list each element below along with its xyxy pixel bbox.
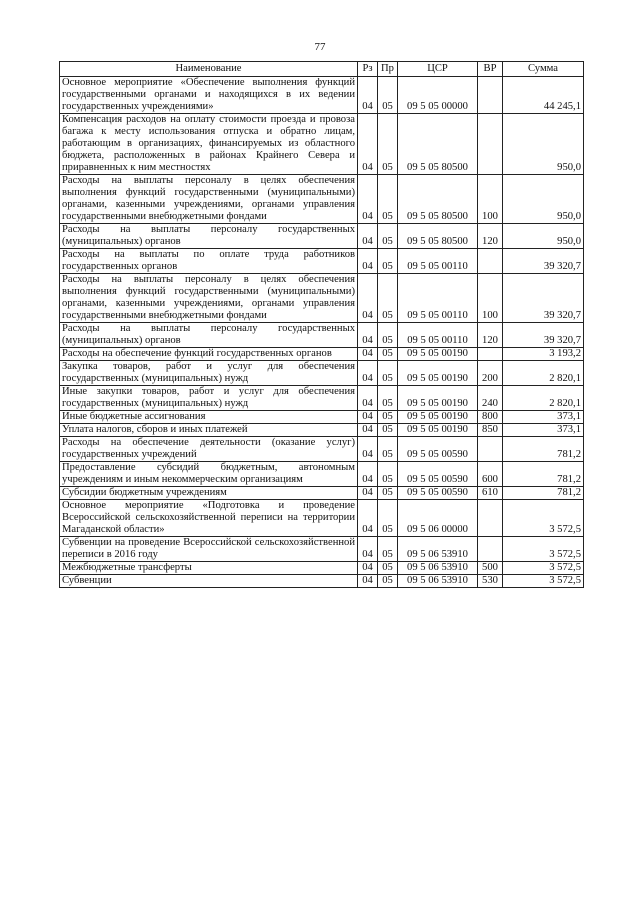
- cell-rz: 04: [358, 274, 378, 323]
- cell-sum: 373,1: [503, 424, 584, 437]
- cell-vr: 100: [478, 274, 503, 323]
- table-row: [60, 487, 584, 500]
- cell-csr: 09 5 05 80500: [398, 175, 478, 224]
- cell-vr: [478, 348, 503, 361]
- table-row: [60, 462, 584, 487]
- cell-name: Иные закупки товаров, работ и услуг для обеспечения государственных (муниципальных) нужд: [60, 386, 358, 411]
- cell-csr: 09 5 05 80500: [398, 114, 478, 175]
- cell-csr: 09 5 05 00190: [398, 411, 478, 424]
- cell-sum: 950,0: [503, 175, 584, 224]
- cell-rz: 04: [358, 424, 378, 437]
- cell-vr: 120: [478, 323, 503, 348]
- cell-vr: 600: [478, 462, 503, 487]
- table-row: [60, 249, 584, 274]
- cell-rz: 04: [358, 77, 378, 114]
- header-pr: Пр: [378, 62, 398, 77]
- cell-csr: 09 5 05 00590: [398, 437, 478, 462]
- cell-vr: [478, 249, 503, 274]
- cell-rz: 04: [358, 462, 378, 487]
- cell-sum: 2 820,1: [503, 386, 584, 411]
- cell-rz: 04: [358, 537, 378, 562]
- cell-name: Иные бюджетные ассигнования: [60, 411, 358, 424]
- cell-vr: 120: [478, 224, 503, 249]
- cell-name: Расходы на выплаты по оплате труда работников государственных органов: [60, 249, 358, 274]
- cell-csr: 09 5 06 00000: [398, 500, 478, 537]
- table-row: [60, 323, 584, 348]
- cell-sum: 3 572,5: [503, 562, 584, 575]
- cell-pr: 05: [378, 361, 398, 386]
- table-row: [60, 386, 584, 411]
- cell-csr: 09 5 05 80500: [398, 224, 478, 249]
- cell-rz: 04: [358, 437, 378, 462]
- cell-sum: 781,2: [503, 437, 584, 462]
- header-vr: ВР: [478, 62, 503, 77]
- cell-sum: 39 320,7: [503, 249, 584, 274]
- cell-csr: 09 5 06 53910: [398, 537, 478, 562]
- cell-name: Субсидии бюджетным учреждениям: [60, 487, 358, 500]
- cell-pr: 05: [378, 411, 398, 424]
- table-row: [60, 114, 584, 175]
- cell-rz: 04: [358, 224, 378, 249]
- cell-pr: 05: [378, 437, 398, 462]
- cell-vr: [478, 537, 503, 562]
- cell-pr: 05: [378, 487, 398, 500]
- cell-vr: 500: [478, 562, 503, 575]
- cell-sum: 3 572,5: [503, 500, 584, 537]
- cell-name: Компенсация расходов на оплату стоимости проезда и провоза багажа к месту использования отпуска и обратно лицам, работающим в организациях, финансируемых из областного бюджета, расположенных в районах Крайнего Севера и приравненных к ним местностях: [60, 114, 358, 175]
- cell-csr: 09 5 05 00190: [398, 361, 478, 386]
- cell-rz: 04: [358, 249, 378, 274]
- cell-pr: 05: [378, 575, 398, 588]
- cell-rz: 04: [358, 175, 378, 224]
- cell-csr: 09 5 05 00590: [398, 487, 478, 500]
- cell-name: Расходы на выплаты персоналу в целях обеспечения выполнения функций государственными (муниципальными) органами, казенными учреждениями, органами управления государственными внебюджетными фондами: [60, 274, 358, 323]
- cell-name: Основное мероприятие «Обеспечение выполнения функций государственными органами и находящихся в их ведении государственных учреждениями»: [60, 77, 358, 114]
- cell-csr: 09 5 05 00000: [398, 77, 478, 114]
- table-row: [60, 575, 584, 588]
- cell-pr: 05: [378, 424, 398, 437]
- cell-pr: 05: [378, 500, 398, 537]
- cell-vr: [478, 500, 503, 537]
- header-csr: ЦСР: [398, 62, 478, 77]
- cell-csr: 09 5 05 00110: [398, 323, 478, 348]
- cell-sum: 781,2: [503, 487, 584, 500]
- cell-name: Субвенции: [60, 575, 358, 588]
- cell-csr: 09 5 05 00590: [398, 462, 478, 487]
- cell-name: Закупка товаров, работ и услуг для обеспечения государственных (муниципальных) нужд: [60, 361, 358, 386]
- cell-rz: 04: [358, 348, 378, 361]
- table-row: [60, 537, 584, 562]
- page-number: 77: [314, 41, 326, 53]
- cell-sum: 39 320,7: [503, 323, 584, 348]
- cell-csr: 09 5 06 53910: [398, 562, 478, 575]
- cell-vr: 800: [478, 411, 503, 424]
- cell-name: Расходы на выплаты персоналу государственных (муниципальных) органов: [60, 323, 358, 348]
- cell-vr: 530: [478, 575, 503, 588]
- cell-pr: 05: [378, 462, 398, 487]
- header-name: Наименование: [60, 62, 358, 77]
- cell-sum: 3 572,5: [503, 537, 584, 562]
- cell-csr: 09 5 05 00190: [398, 386, 478, 411]
- cell-sum: 373,1: [503, 411, 584, 424]
- cell-name: Межбюджетные трансферты: [60, 562, 358, 575]
- table-row: [60, 424, 584, 437]
- cell-sum: 3 572,5: [503, 575, 584, 588]
- header-sum: Сумма: [503, 62, 584, 77]
- cell-sum: 2 820,1: [503, 361, 584, 386]
- cell-rz: 04: [358, 500, 378, 537]
- header-rz: Рз: [358, 62, 378, 77]
- cell-pr: 05: [378, 77, 398, 114]
- cell-pr: 05: [378, 249, 398, 274]
- table-header-row: [60, 62, 584, 77]
- cell-sum: 950,0: [503, 224, 584, 249]
- cell-name: Расходы на обеспечение деятельности (оказание услуг) государственных учреждений: [60, 437, 358, 462]
- table-row: [60, 348, 584, 361]
- cell-csr: 09 5 05 00110: [398, 249, 478, 274]
- cell-name: Уплата налогов, сборов и иных платежей: [60, 424, 358, 437]
- cell-pr: 05: [378, 224, 398, 249]
- table-row: [60, 361, 584, 386]
- cell-vr: 610: [478, 487, 503, 500]
- budget-table: [59, 61, 584, 588]
- table-row: [60, 500, 584, 537]
- cell-name: Расходы на выплаты персоналу государственных (муниципальных) органов: [60, 224, 358, 249]
- cell-csr: 09 5 05 00190: [398, 348, 478, 361]
- table-row: [60, 224, 584, 249]
- table-row: [60, 411, 584, 424]
- cell-csr: 09 5 05 00190: [398, 424, 478, 437]
- cell-sum: 39 320,7: [503, 274, 584, 323]
- cell-rz: 04: [358, 386, 378, 411]
- cell-rz: 04: [358, 562, 378, 575]
- cell-csr: 09 5 06 53910: [398, 575, 478, 588]
- cell-name: Основное мероприятие «Подготовка и проведение Всероссийской сельскохозяйственной переписи на территории Магаданской области»: [60, 500, 358, 537]
- cell-sum: 950,0: [503, 114, 584, 175]
- table-body: [60, 77, 584, 588]
- cell-rz: 04: [358, 487, 378, 500]
- cell-rz: 04: [358, 361, 378, 386]
- cell-vr: 200: [478, 361, 503, 386]
- cell-sum: 44 245,1: [503, 77, 584, 114]
- table-row: [60, 175, 584, 224]
- table-row: [60, 274, 584, 323]
- cell-name: Расходы на выплаты персоналу в целях обеспечения выполнения функций государственными (муниципальными) органами, казенными учреждениями, органами управления государственными внебюджетными фондами: [60, 175, 358, 224]
- cell-pr: 05: [378, 537, 398, 562]
- table-row: [60, 437, 584, 462]
- cell-vr: 100: [478, 175, 503, 224]
- cell-rz: 04: [358, 411, 378, 424]
- cell-pr: 05: [378, 323, 398, 348]
- cell-rz: 04: [358, 323, 378, 348]
- table-row: [60, 562, 584, 575]
- cell-name: Предоставление субсидий бюджетным, автономным учреждениям и иным некоммерческим организациям: [60, 462, 358, 487]
- cell-sum: 3 193,2: [503, 348, 584, 361]
- cell-sum: 781,2: [503, 462, 584, 487]
- cell-name: Расходы на обеспечение функций государственных органов: [60, 348, 358, 361]
- cell-pr: 05: [378, 114, 398, 175]
- cell-pr: 05: [378, 348, 398, 361]
- cell-pr: 05: [378, 175, 398, 224]
- cell-pr: 05: [378, 274, 398, 323]
- cell-rz: 04: [358, 575, 378, 588]
- cell-name: Субвенции на проведение Всероссийской сельскохозяйственной переписи в 2016 году: [60, 537, 358, 562]
- cell-csr: 09 5 05 00110: [398, 274, 478, 323]
- cell-pr: 05: [378, 386, 398, 411]
- cell-vr: [478, 114, 503, 175]
- cell-pr: 05: [378, 562, 398, 575]
- cell-rz: 04: [358, 114, 378, 175]
- cell-vr: [478, 77, 503, 114]
- cell-vr: [478, 437, 503, 462]
- cell-vr: 240: [478, 386, 503, 411]
- table-row: [60, 77, 584, 114]
- cell-vr: 850: [478, 424, 503, 437]
